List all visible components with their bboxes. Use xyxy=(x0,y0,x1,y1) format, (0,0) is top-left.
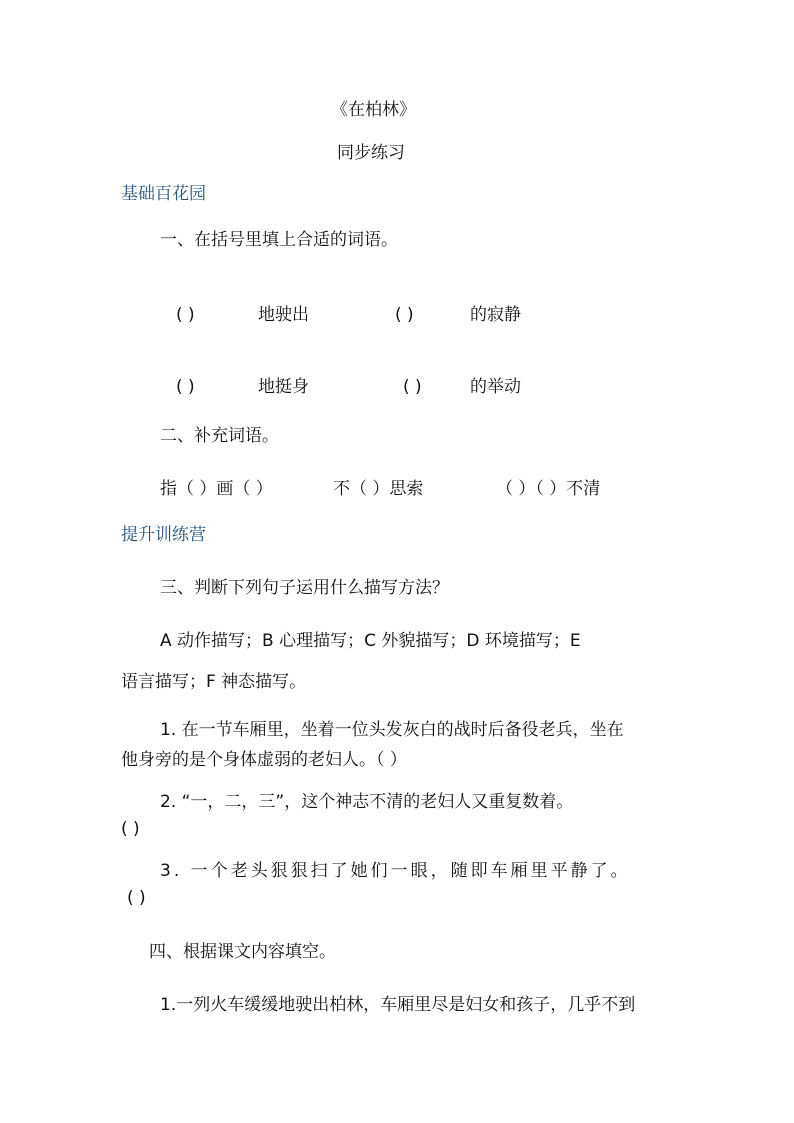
question-3-sentence-2-answer: ( ) xyxy=(121,819,140,839)
question-1-heading: 一、在括号里填上合适的词语。 xyxy=(160,230,398,250)
blank: ( ) xyxy=(176,377,195,397)
blank: ( ) xyxy=(176,305,195,325)
section-heading-advanced: 提升训练营 xyxy=(121,525,206,545)
blank: ( ) xyxy=(395,305,414,325)
question-2-heading: 二、补充词语。 xyxy=(160,426,279,446)
phrase: 的举动 xyxy=(470,377,521,397)
question-3-options-cont: 语言描写；F 神态描写。 xyxy=(121,672,307,692)
idiom-item: （ ）（ ）不清 xyxy=(496,479,601,499)
question-3-sentence-3: 3. 一个老头狠狠扫了她们一眼，随即车厢里平静了。 xyxy=(160,861,631,881)
question-3-sentence-1-cont: 他身旁的是个身体虚弱的老妇人。（ ） xyxy=(121,750,407,770)
question-3-sentence-2: 2. “一，二，三”，这个神志不清的老妇人又重复数着。 xyxy=(160,792,574,812)
idiom-item: 指（ ）画（ ） xyxy=(160,479,273,499)
doc-subtitle: 同步练习 xyxy=(337,143,405,163)
phrase: 地驶出 xyxy=(258,305,309,325)
blank: ( ) xyxy=(403,377,422,397)
question-4-sentence-1: 1.一列火车缓缓地驶出柏林，车厢里尽是妇女和孩子，几乎不到 xyxy=(160,995,636,1015)
question-3-sentence-3-answer: ( ) xyxy=(127,888,146,908)
phrase: 的寂静 xyxy=(470,305,521,325)
idiom-item: 不（ ）思索 xyxy=(333,479,424,499)
question-3-sentence-1: 1. 在一节车厢里，坐着一位头发灰白的战时后备役老兵，坐在 xyxy=(160,720,624,740)
doc-title: 《在柏林》 xyxy=(331,100,416,120)
section-heading-basic: 基础百花园 xyxy=(121,184,206,204)
phrase: 地挺身 xyxy=(258,377,309,397)
question-3-heading: 三、判断下列句子运用什么描写方法？ xyxy=(160,578,449,598)
question-4-heading: 四、根据课文内容填空。 xyxy=(149,942,336,962)
question-3-options: A 动作描写；B 心理描写；C 外貌描写；D 环境描写；E xyxy=(160,631,581,651)
